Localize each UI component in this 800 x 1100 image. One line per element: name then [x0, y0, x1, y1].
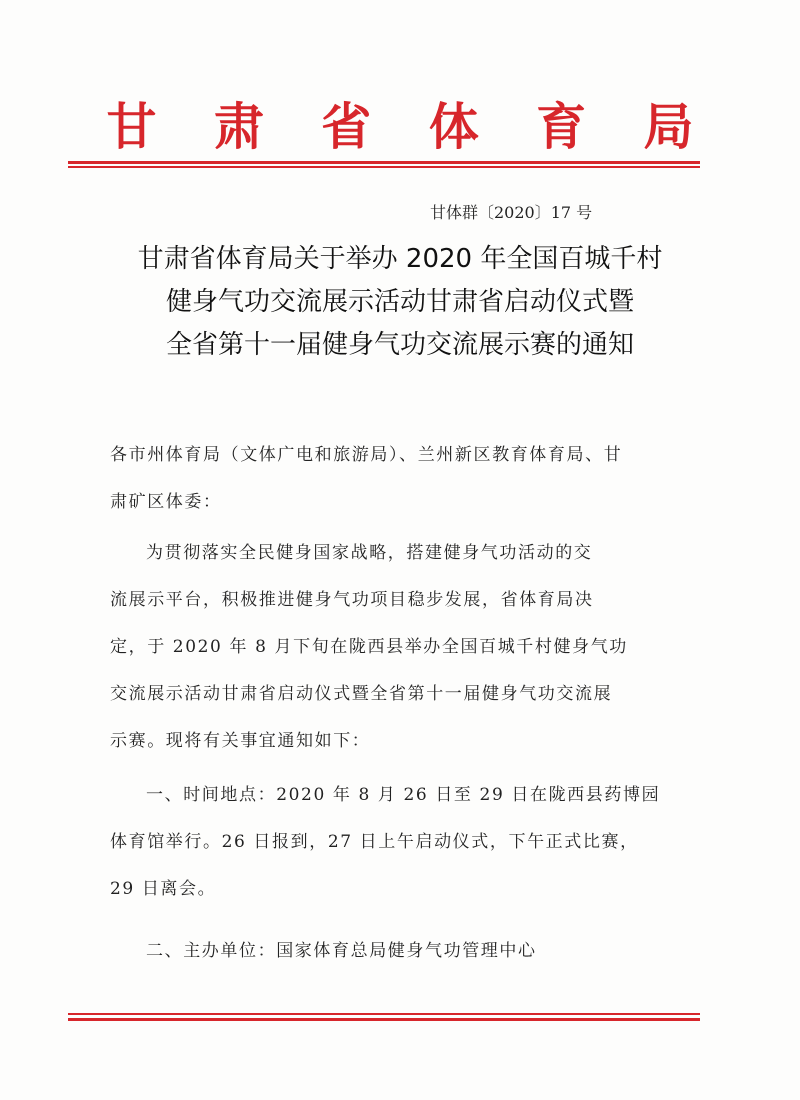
letterhead-red-rule-thick: [68, 161, 700, 164]
paragraph-organizer: [110, 928, 690, 975]
document-title-line: 全省第十一届健身气功交流展示赛的通知: [165, 330, 634, 360]
paragraph-line: 定，于 2020 年 8 月下旬在陇西县举办全国百城千村健身气功: [110, 637, 628, 657]
footer-red-rule-thin: [68, 1013, 700, 1015]
document-title: [60, 238, 740, 367]
letterhead-red-rule-thin: [68, 166, 700, 168]
paragraph-line: 示赛。现将有关事宜通知如下：: [110, 731, 371, 751]
addressee-line: 肃矿区体委：: [110, 492, 222, 512]
paragraph-line: 为贯彻落实全民健身国家战略，搭建健身气功活动的交: [146, 543, 593, 563]
paragraph-line: 29 日离会。: [110, 879, 217, 899]
paragraph-line: 流展示平台，积极推进健身气功项目稳步发展，省体育局决: [110, 590, 594, 610]
paragraph-line: 体育馆举行。26 日报到，27 日上午启动仪式，下午正式比赛，: [110, 832, 639, 852]
document-title-line: 甘肃省体育局关于举办 2020 年全国百城千村: [137, 244, 663, 274]
document-title-line: 健身气功交流展示活动甘肃省启动仪式暨: [165, 287, 634, 317]
addressee: [110, 432, 690, 526]
document-number: 甘体群〔2020〕17 号: [430, 203, 593, 222]
letterhead-title: 甘 肃 省 体 育 局: [106, 97, 714, 156]
paragraph-line: 交流展示活动甘肃省启动仪式暨全省第十一届健身气功交流展: [110, 684, 613, 704]
paragraph-line: 二、主办单位：国家体育总局健身气功管理中心: [146, 941, 537, 961]
paragraph-time-location: [110, 772, 690, 913]
addressee-line: 各市州体育局（文体广电和旅游局）、兰州新区教育体育局、甘: [110, 445, 623, 465]
footer-red-rule-thick: [68, 1018, 700, 1021]
paragraph-line: 一、时间地点：2020 年 8 月 26 日至 29 日在陇西县药博园: [146, 785, 661, 805]
paragraph-intro: [110, 530, 690, 765]
